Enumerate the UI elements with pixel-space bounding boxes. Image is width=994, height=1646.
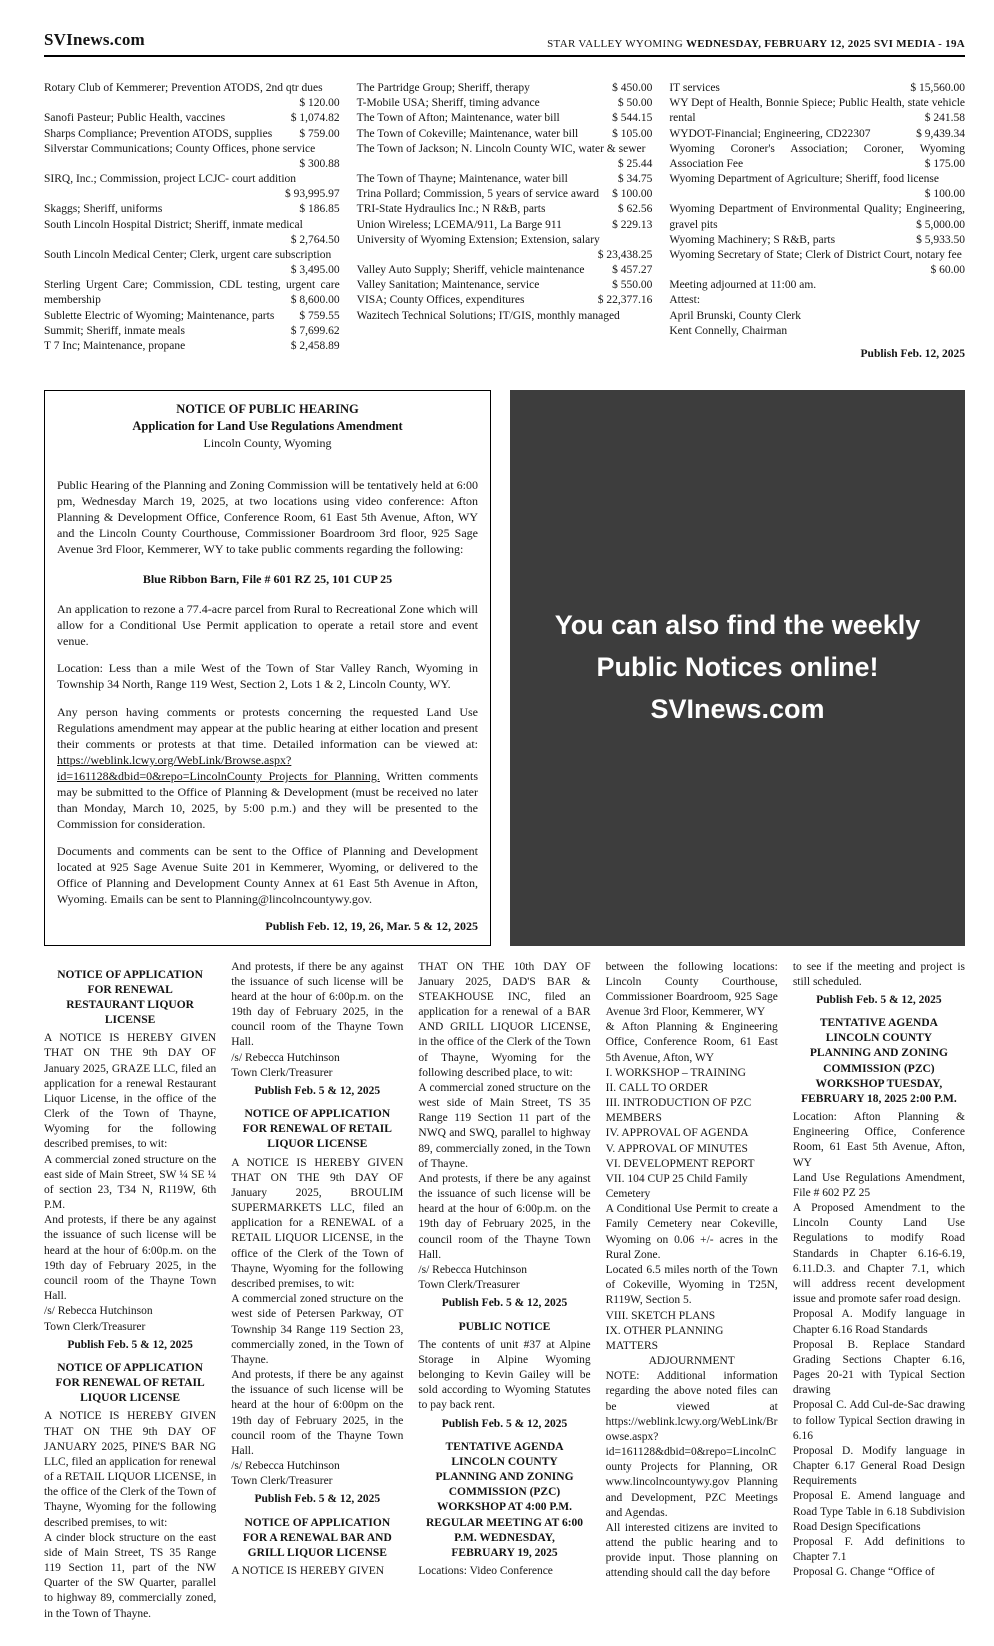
expenditure-row bbox=[357, 263, 653, 278]
notice-block: And protests, if there be any against the issuance of such license will be heard at the hour of 6:00p.m. on the 19th day of February 2025, in the council room of the Thayne Town Hall. bbox=[231, 960, 404, 1049]
notice-block: Located 6.5 miles north of the Town of Cokeville, Wyoming in T25N, R119W, Section 5. bbox=[605, 1263, 778, 1307]
notice-block: And protests, if there be any against the issuance of such license will be heard at the hour of 6:00p.m. on the 19th day of February 2025, in the council room of the Thayne Town Hall. bbox=[418, 1172, 591, 1261]
expenditure-name: Wyoming Coroner's Association; Coroner, Wyoming Association Fee bbox=[669, 142, 966, 170]
notice-block: I. WORKSHOP – TRAINING bbox=[605, 1066, 746, 1079]
hearing-paragraph-with-link bbox=[57, 704, 478, 833]
expenditure-row bbox=[357, 293, 653, 308]
expenditures-section bbox=[44, 81, 965, 362]
expenditure-name: Wyoming Department of Environmental Quality; Engineering, gravel pits bbox=[669, 203, 966, 231]
expenditure-row bbox=[44, 127, 340, 142]
expenditure-name: The Town of Thayne; Maintenance, water bill bbox=[356, 173, 568, 186]
expenditure-list bbox=[669, 81, 965, 278]
notice-block: ADJOURNMENT bbox=[648, 1355, 735, 1368]
expenditure-row bbox=[357, 202, 653, 217]
hearing-paragraph: Location: Less than a mile West of the Town of Star Valley Ranch, Wyoming in Township 34 North, Range 119 West, Section 2, Lots 1 & 2, Lincoln County, WY. bbox=[57, 661, 478, 692]
notices-section bbox=[44, 960, 965, 1622]
notice-block: NOTICE OF APPLICATION FOR RENEWAL OF RETAIL LIQUOR LICENSE bbox=[242, 1108, 392, 1151]
expenditure-amount: $ 23,438.25 bbox=[597, 248, 653, 261]
notice-block: VII. 104 CUP 25 Child Family Cemetery bbox=[605, 1172, 748, 1201]
expenditure-row bbox=[357, 96, 653, 111]
notice-block: Town Clerk/Treasurer bbox=[44, 1320, 146, 1333]
notice-block: TENTATIVE AGENDA LINCOLN COUNTY PLANNING AND ZONING COMMISSION (PZC) WORKSHOP AT 4:00 P.M. REGULAR MEETING AT 6:00 P.M. WEDNESDAY, FEBRUARY 19, 2025 bbox=[425, 1440, 584, 1559]
publish-line: Publish Feb. 12, 2025 bbox=[860, 347, 966, 360]
notice-block: Proposal G. Change “Office of bbox=[792, 1566, 935, 1579]
expenditure-row bbox=[357, 172, 653, 187]
middle-section bbox=[44, 390, 965, 945]
expenditure-name: Rotary Club of Kemmerer; Prevention ATODS, 2nd qtr dues bbox=[44, 82, 323, 94]
notice-block: IX. OTHER PLANNING MATTERS bbox=[605, 1324, 724, 1352]
hearing-link-post-text: Written comments may be submitted to the Office of Planning & Development (must be received no later than Monday, March 10, 2025, by 5:00 p.m.) and they will be presented to the Commission for consideration. bbox=[57, 768, 479, 832]
notice-block: /s/ Rebecca Hutchinson bbox=[44, 1305, 153, 1318]
expenditure-amount: $ 105.00 bbox=[612, 127, 653, 140]
expenditure-row bbox=[357, 233, 653, 263]
hearing-paragraph: Public Hearing of the Planning and Zoning Commission will be tentatively held at 6:00 pm, Wednesday March 19, 2025, at two locations using video conference: Afton Planning & Development Office, Conference Room, 61 East 5th Avenue, Afton, WY and the Lincoln County Courthouse, Commissioner Boardroom 3rd floor, 925 Sage Avenue 3rd Floor, Kemmerer, WY to take public comments regarding the following: bbox=[57, 477, 478, 556]
notice-block: A commercial zoned structure on the west side of Main Street, TS 35 Range 119 Section 11 part of the NWQ and SWQ, parallel to highway 89, commercially zoned, in the Town of Thayne. bbox=[418, 1081, 591, 1170]
expenditure-name: Wazitech Technical Solutions; IT/GIS, monthly managed bbox=[356, 309, 620, 322]
expenditure-name: Sublette Electric of Wyoming; Maintenance, parts bbox=[44, 309, 275, 322]
notice-column-3 bbox=[418, 960, 590, 1622]
expenditure-name: South Lincoln Hospital District; Sheriff, inmate medical bbox=[44, 218, 303, 231]
notice-block: Proposal A. Modify language in Chapter 6.16 Road Standards bbox=[792, 1308, 966, 1336]
expenditure-amount: $ 120.00 bbox=[299, 97, 340, 110]
expenditure-amount: $ 34.75 bbox=[617, 173, 653, 186]
hearing-link-pre-text: Any person having comments or protests concerning the requested Land Use Regulations amendment may appear at the public hearing at either location and present their comments or protests at that time. Detailed information can be viewed at: bbox=[57, 704, 478, 751]
notice-block: NOTICE OF APPLICATION FOR RENEWAL RESTAURANT LIQUOR LICENSE bbox=[57, 968, 203, 1027]
notice-column-5 bbox=[793, 960, 965, 1622]
expenditure-amount: $ 759.55 bbox=[299, 309, 340, 322]
expenditure-row bbox=[669, 96, 965, 126]
expenditure-row bbox=[669, 81, 965, 96]
notice-block: A commercial zoned structure on the east side of Main Street, SW ¼ SE ¼ of section 23, T34 N, R119W, 6th P.M. bbox=[44, 1153, 217, 1212]
expenditure-amount: $ 550.00 bbox=[612, 279, 653, 292]
expenditure-name: Sterling Urgent Care; Commission, CDL testing, urgent care membership bbox=[44, 279, 340, 307]
hearing-subtitle: Application for Land Use Regulations Amendment bbox=[132, 418, 403, 433]
expenditure-name: The Town of Cokeville; Maintenance, water bill bbox=[356, 127, 579, 140]
notice-block: Town Clerk/Treasurer bbox=[231, 1475, 333, 1488]
closing-line: Attest: bbox=[669, 294, 701, 307]
notice-block: /s/ Rebecca Hutchinson bbox=[231, 1051, 340, 1064]
expenditure-name: T-Mobile USA; Sheriff, timing advance bbox=[356, 97, 540, 110]
promo-text-line: You can also find the weekly bbox=[554, 610, 921, 641]
meeting-closing-lines bbox=[669, 278, 965, 339]
notice-block: Land Use Regulations Amendment, File # 602 PZ 25 bbox=[792, 1171, 966, 1199]
notice-block: THAT ON THE 10th DAY OF January 2025, DAD'S BAR & STEAKHOUSE INC, filed an application for a renewal of a BAR AND GRILL LIQUOR LICENSE, in the office of the Clerk of the Town of Thayne, Wyoming for the following described place, to wit: bbox=[418, 960, 591, 1079]
expenditure-amount: $ 5,000.00 bbox=[916, 218, 966, 231]
notice-block: A NOTICE IS HEREBY GIVEN THAT ON THE 9th DAY OF January 2025, BROULIM SUPERMARKETS LLC, filed an application for a RENEWAL of a RETAIL LIQUOR LICENSE, in the office of the Clerk of the Town of Thayne, Wyoming for the following described premises, to wit: bbox=[231, 1156, 404, 1290]
masthead-info bbox=[547, 38, 965, 50]
expenditure-row bbox=[669, 233, 965, 248]
publish-line: Publish Feb. 12, 19, 26, Mar. 5 & 12, 2025 bbox=[265, 919, 478, 934]
notice-block: II. CALL TO ORDER bbox=[605, 1081, 709, 1094]
expenditure-name: Wyoming Department of Agriculture; Sheriff, food license bbox=[669, 173, 939, 186]
notice-block: Locations: Video Conference bbox=[418, 1565, 553, 1578]
closing-line: April Brunski, County Clerk bbox=[669, 309, 801, 322]
expenditure-row bbox=[669, 127, 965, 142]
expenditure-row bbox=[357, 81, 653, 96]
notice-block: A NOTICE IS HEREBY GIVEN THAT ON THE 9th DAY OF January 2025, GRAZE LLC, filed an application for a renewal Restaurant Liquor License, in the office of the Clerk of the Town of Thayne, Wyoming for the following described premises, to wit: bbox=[44, 1032, 217, 1151]
notice-block: A NOTICE IS HEREBY GIVEN bbox=[231, 1565, 385, 1578]
expenditure-name: TRI-State Hydraulics Inc.; N R&B, parts bbox=[356, 203, 546, 216]
expenditure-amount: $ 1,074.82 bbox=[290, 112, 340, 125]
expenditure-name: Wyoming Machinery; S R&B, parts bbox=[669, 233, 836, 246]
expenditure-amount: $ 229.13 bbox=[612, 218, 653, 231]
expenditure-row bbox=[44, 172, 340, 202]
notice-block: All interested citizens are invited to attend the public hearing and to provide input. Those planning on attending should call the day before bbox=[605, 1521, 778, 1580]
masthead-date: WEDNESDAY, FEBRUARY 12, 2025 bbox=[686, 38, 871, 50]
expenditure-name: Union Wireless; LCEMA/911, La Barge 911 bbox=[356, 218, 562, 231]
notice-block: NOTICE OF APPLICATION FOR RENEWAL OF RETAIL LIQUOR LICENSE bbox=[55, 1361, 205, 1405]
notice-block: V. APPROVAL OF MINUTES bbox=[605, 1142, 748, 1155]
expenditure-amount: $ 2,764.50 bbox=[290, 233, 340, 246]
expenditure-amount: $ 9,439.34 bbox=[916, 127, 966, 140]
expenditure-name: Wyoming Secretary of State; Clerk of District Court, notary fee bbox=[669, 248, 962, 261]
online-notices-promo-box bbox=[510, 390, 965, 945]
promo-text-line: Public Notices online! bbox=[596, 651, 879, 682]
expenditure-name: Sanofi Pasteur; Public Health, vaccines bbox=[44, 112, 226, 125]
notice-block: /s/ Rebecca Hutchinson bbox=[418, 1263, 527, 1276]
notice-block: And protests, if there be any against the issuance of such license will be heard at the hour of 6:00p.m. on the 19th day of February 2025, in the council room of the Thayne Town Hall. bbox=[44, 1214, 217, 1303]
expenditure-name: Skaggs; Sheriff, uniforms bbox=[44, 203, 163, 216]
notice-block: IV. APPROVAL OF AGENDA bbox=[605, 1127, 749, 1140]
weblink-url-link[interactable]: https://weblink.lcwy.org/WebLink/Browse.aspx?id=161128&dbid=0&repo=LincolnCounty Projects for Planning. bbox=[57, 752, 380, 783]
notice-block: VI. DEVELOPMENT REPORT bbox=[605, 1157, 755, 1170]
expenditure-row bbox=[357, 187, 653, 202]
notice-block: & Afton Planning & Engineering Office, Conference Room, 61 East 5th Avenue, Afton, WY bbox=[605, 1021, 778, 1064]
notice-block: A NOTICE IS HEREBY GIVEN THAT ON THE 9th DAY OF JANUARY 2025, PINE'S BAR NG LLC, filed an application for renewal of a RETAIL LIQUOR LICENSE, in the office of the Clerk of the Town of Thayne, Wyoming for the following described premises, to wit: bbox=[44, 1410, 217, 1529]
expenditure-amount: $ 300.88 bbox=[299, 157, 340, 170]
notice-block: Publish Feb. 5 & 12, 2025 bbox=[816, 993, 942, 1006]
hearing-paragraph: Documents and comments can be sent to the Office of Planning and Development located at 925 Sage Avenue Suite 201 in Kemmerer, Wyoming, or delivered to the Office of Planning and Development County Annex at 61 East 5th Avenue in Afton, Wyoming. Emails can be sent to Planning@lincolncountywy.gov. bbox=[57, 844, 478, 907]
expenditure-amount: $ 60.00 bbox=[930, 264, 966, 277]
notice-block: Proposal C. Add Cul-de-Sac drawing to follow Typical Section drawing in 6.16 bbox=[792, 1399, 966, 1442]
expenditure-row bbox=[44, 278, 340, 308]
expenditure-amount: $ 457.27 bbox=[612, 264, 653, 277]
expenditure-amount: $ 100.00 bbox=[924, 188, 966, 201]
expenditure-row bbox=[357, 278, 653, 293]
notice-block: A Proposed Amendment to the Lincoln County Land Use Regulations to modify Road Standards in Chapter 6.16-6.19, 6.11.D.3. and Chapter 7.1, which will address recent development issue and promote safer road design. bbox=[792, 1202, 966, 1306]
expenditure-amount: $ 100.00 bbox=[612, 188, 653, 201]
notice-column-1 bbox=[44, 960, 216, 1622]
hearing-county: Lincoln County, Wyoming bbox=[203, 435, 332, 450]
expenditure-name: Sharps Compliance; Prevention ATODS, supplies bbox=[44, 127, 273, 140]
notice-block: NOTICE OF APPLICATION FOR A RENEWAL BAR AND GRILL LIQUOR LICENSE bbox=[242, 1516, 392, 1559]
notice-block: Location: Afton Planning & Engineering Office, Conference Room, 61 East 5th Avenue, Afton, WY bbox=[792, 1111, 966, 1169]
expenditure-name: Valley Auto Supply; Sheriff, vehicle maintenance bbox=[356, 264, 585, 277]
notice-block: Town Clerk/Treasurer bbox=[231, 1066, 333, 1079]
hearing-title: NOTICE OF PUBLIC HEARING bbox=[176, 402, 359, 417]
notice-block: Town Clerk/Treasurer bbox=[418, 1279, 520, 1292]
expenditure-amount: $ 2,458.89 bbox=[290, 339, 340, 352]
expenditure-amount: $ 186.85 bbox=[299, 203, 340, 216]
expenditure-amount: $ 3,495.00 bbox=[290, 264, 340, 277]
notice-block: The contents of unit #37 at Alpine Storage in Alpine Wyoming belonging to Kevin Gailey will be sold according to Wyoming Statutes to pay back rent. bbox=[418, 1338, 591, 1412]
expenditure-name: Summit; Sheriff, inmate meals bbox=[44, 324, 185, 337]
notice-block: Proposal B. Replace Standard Grading Sections Chapter 6.16, Pages 20-21 with Typical Section drawing bbox=[792, 1338, 966, 1397]
expenditure-row bbox=[669, 202, 965, 232]
notice-block: PUBLIC NOTICE bbox=[458, 1320, 551, 1333]
expenditure-amount: $ 759.00 bbox=[299, 127, 340, 140]
notice-block: And protests, if there be any against the issuance of such license will be heard at the hour of 6:00pm on the 19th day of February 2025, in the council room of the Thayne Town Hall. bbox=[231, 1369, 404, 1457]
public-hearing-notice-box bbox=[44, 390, 491, 945]
notice-column-4 bbox=[606, 960, 778, 1622]
expenditure-amount: $ 175.00 bbox=[924, 157, 966, 170]
expenditure-row bbox=[357, 142, 653, 172]
masthead-location: STAR VALLEY WYOMING bbox=[547, 38, 686, 50]
expenditure-row bbox=[669, 142, 965, 172]
notice-block: TENTATIVE AGENDA LINCOLN COUNTY PLANNING AND ZONING COMMISSION (PZC) WORKSHOP TUESDAY, FEBRUARY 18, 2025 2:00 P.M. bbox=[801, 1017, 957, 1105]
expenditure-name: T 7 Inc; Maintenance, propane bbox=[44, 339, 186, 352]
expenditure-name: Trina Pollard; Commission, 5 years of service award bbox=[356, 188, 599, 201]
notice-block: Publish Feb. 5 & 12, 2025 bbox=[441, 1297, 568, 1310]
expenditure-column-2 bbox=[357, 81, 653, 362]
expenditure-amount: $ 241.58 bbox=[924, 112, 966, 125]
expenditure-name: WYDOT-Financial; Engineering, CD22307 bbox=[669, 127, 871, 140]
expenditure-amount: $ 50.00 bbox=[617, 97, 653, 110]
notice-block: Proposal E. Amend language and Road Type Table in 6.18 Subdivision Road Design Specifications bbox=[792, 1490, 966, 1533]
expenditure-row bbox=[44, 339, 340, 354]
expenditure-row bbox=[357, 309, 653, 324]
hearing-paragraph: An application to rezone a 77.4-acre parcel from Rural to Recreational Zone which will allow for a Conditional Use Permit application to operate a retail store and event venue. bbox=[57, 602, 478, 649]
notice-block: Publish Feb. 5 & 12, 2025 bbox=[254, 1084, 381, 1097]
notice-block: NOTE: Additional information regarding the above noted files can be viewed at https://weblink.lcwy.org/WebLink/Browse.aspx?id=161128&dbid=0&repo=LincolnCounty Projects for Planning, OR www.lincolncountywy.gov Planning and Development, PZC Meetings and Agendas. bbox=[605, 1370, 778, 1519]
notice-block: A commercial zoned structure on the west side of Petersen Parkway, OT Township 34 Range 119 Section 23, commercially zoned, in the Town of Thayne. bbox=[231, 1293, 404, 1366]
notice-block: A Conditional Use Permit to create a Family Cemetery near Cokeville, Wyoming on 0.06 +/- acres in the Rural Zone. bbox=[605, 1203, 778, 1261]
notice-block: VIII. SKETCH PLANS bbox=[605, 1309, 716, 1322]
expenditure-row bbox=[669, 248, 965, 278]
expenditure-name: WY Dept of Health, Bonnie Spiece; Public Health, state vehicle rental bbox=[669, 97, 966, 125]
expenditure-amount: $ 8,600.00 bbox=[290, 294, 340, 307]
expenditure-name: SIRQ, Inc.; Commission, project LCJC- court addition bbox=[44, 173, 297, 186]
expenditure-row bbox=[44, 142, 340, 172]
closing-line: Meeting adjourned at 11:00 am. bbox=[669, 279, 817, 292]
expenditure-row bbox=[357, 127, 653, 142]
expenditure-amount: $ 15,560.00 bbox=[910, 82, 966, 94]
expenditure-amount: $ 7,699.62 bbox=[290, 324, 340, 337]
masthead-page-number: SVI MEDIA - 19A bbox=[870, 38, 965, 50]
expenditure-name: University of Wyoming Extension; Extension, salary bbox=[356, 233, 600, 246]
notice-block: to see if the meeting and project is still scheduled. bbox=[792, 960, 966, 988]
expenditure-amount: $ 22,377.16 bbox=[597, 294, 653, 307]
notice-block: Publish Feb. 5 & 12, 2025 bbox=[441, 1417, 568, 1430]
closing-line: Kent Connelly, Chairman bbox=[669, 324, 788, 337]
expenditure-name: The Partridge Group; Sheriff, therapy bbox=[356, 82, 530, 94]
expenditure-row bbox=[44, 81, 340, 111]
expenditure-column-3 bbox=[669, 81, 965, 362]
promo-text-line: SVInews.com bbox=[650, 693, 825, 724]
notice-block: Proposal D. Modify language in Chapter 6.17 General Road Design Requirements bbox=[792, 1444, 966, 1488]
notice-block: Publish Feb. 5 & 12, 2025 bbox=[254, 1493, 381, 1506]
expenditure-row bbox=[44, 324, 340, 339]
notice-column-2 bbox=[231, 960, 403, 1622]
expenditure-amount: $ 93,995.97 bbox=[285, 188, 340, 201]
expenditure-name: The Town of Afton; Maintenance, water bill bbox=[356, 112, 560, 125]
expenditure-name: IT services bbox=[669, 82, 720, 94]
expenditure-amount: $ 5,933.50 bbox=[916, 233, 966, 246]
site-name: SVInews.com bbox=[44, 30, 145, 49]
expenditure-amount: $ 544.15 bbox=[612, 112, 653, 125]
hearing-file-line: Blue Ribbon Barn, File # 601 RZ 25, 101 CUP 25 bbox=[142, 572, 393, 587]
expenditure-row bbox=[44, 111, 340, 126]
expenditure-name: South Lincoln Medical Center; Clerk, urgent care subscription bbox=[44, 248, 332, 261]
notice-block: A cinder block structure on the east side of Main Street, TS 35 Range 119 Section 11, part of the NW Quarter of the SW Quarter, parallel to highway 89, commercially zoned, in the Town of Thayne. bbox=[44, 1531, 217, 1620]
notice-block: III. INTRODUCTION OF PZC MEMBERS bbox=[605, 1097, 752, 1125]
expenditure-row bbox=[44, 218, 340, 248]
expenditure-row bbox=[357, 111, 653, 126]
expenditure-amount: $ 25.44 bbox=[617, 157, 653, 170]
expenditure-amount: $ 450.00 bbox=[612, 82, 653, 94]
masthead bbox=[44, 30, 965, 57]
expenditure-row bbox=[44, 248, 340, 278]
expenditure-row bbox=[44, 202, 340, 217]
expenditure-name: The Town of Jackson; N. Lincoln County WIC, water & sewer bbox=[356, 142, 646, 155]
expenditure-amount: $ 62.56 bbox=[617, 203, 653, 216]
expenditure-name: Valley Sanitation; Maintenance, service bbox=[356, 279, 540, 292]
expenditure-column-1 bbox=[44, 81, 340, 362]
notice-block: /s/ Rebecca Hutchinson bbox=[231, 1460, 340, 1473]
expenditure-name: Silverstar Communications; County Offices, phone service bbox=[44, 142, 316, 155]
expenditure-row bbox=[357, 218, 653, 233]
expenditure-row bbox=[669, 172, 965, 202]
expenditure-row bbox=[44, 309, 340, 324]
notice-block: Proposal F. Add definitions to Chapter 7.1 bbox=[792, 1535, 966, 1564]
expenditure-name: VISA; County Offices, expenditures bbox=[356, 294, 525, 307]
notice-block: between the following locations: Lincoln County Courthouse, Commissioner Boardroom, 925 Sage Avenue 3rd Floor, Kemmerer, WY bbox=[605, 960, 778, 1019]
notice-block: Publish Feb. 5 & 12, 2025 bbox=[67, 1338, 193, 1351]
